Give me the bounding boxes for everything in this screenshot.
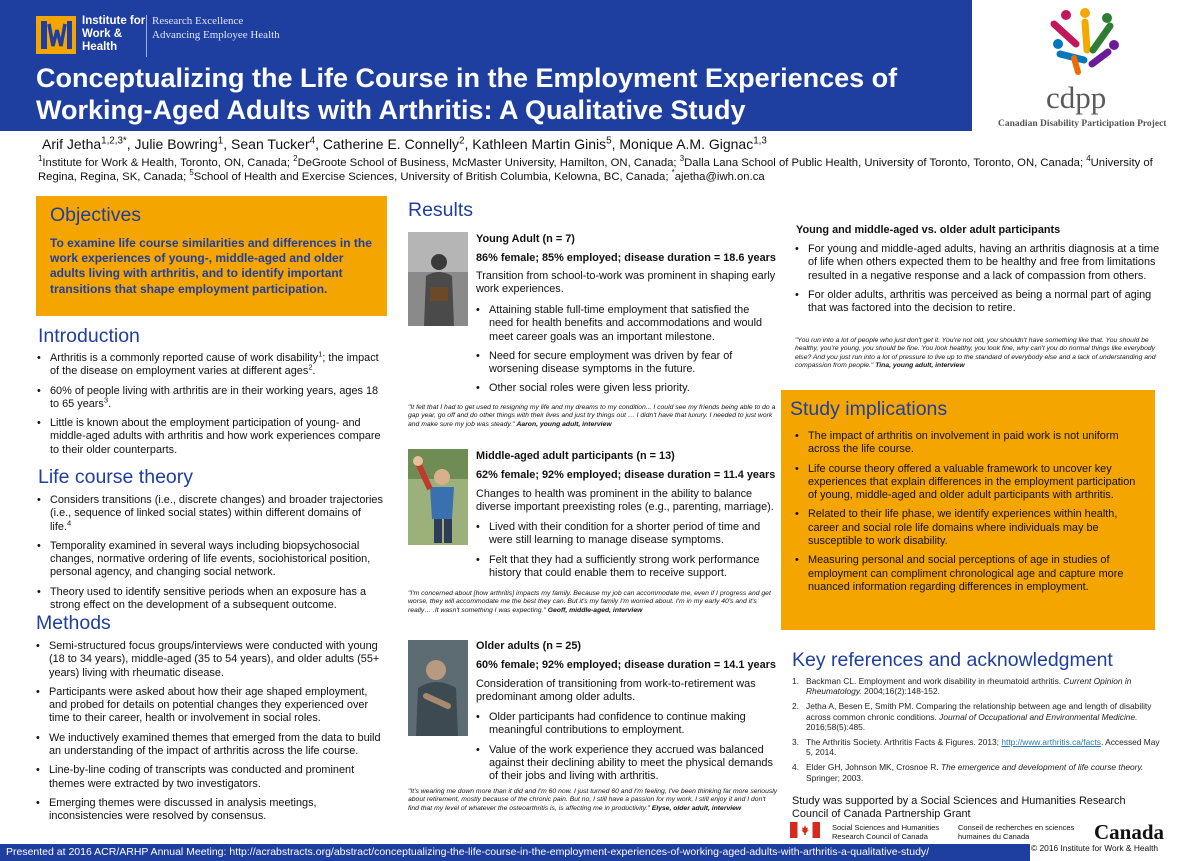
author: Arif Jetha (42, 136, 102, 152)
list-item: • 60% of people living with arthritis are in their working years, ages 18 to 65 years$^3$. (37, 385, 385, 412)
affiliations (38, 156, 1168, 184)
young-adult-list (476, 304, 776, 402)
comparison-list (795, 243, 1165, 321)
logo-divider (146, 15, 147, 57)
list-item: • Line-by-line coding of transcripts was conducted and prominent themes were extracted by two investigators. (36, 764, 386, 791)
methods-title: Methods (36, 612, 111, 634)
reference-item: 4. Elder GH, Johnson MK, Crosnoe R. The emergence and development of life course theory. Springer; 2003. (792, 762, 1144, 783)
author-affiliation-marker: 5 (606, 135, 612, 147)
footer-text: Presented at 2016 ACR/ARHP Annual Meeting: http://acrabstracts.org/abstract/conceptualizing-the-life-course-in-the-employment-experiences-of-working-aged-adults-with-arthritis-a-qualitative-study/ (6, 846, 930, 858)
objectives-text: To examine life course similarities and differences in the work experiences of young-, middle-aged and older adults living with arthritis, and to identify important transitions that shape employment participation. (50, 236, 372, 296)
canada-wordmark: Canada (1094, 820, 1165, 844)
affiliation-marker: 3 (679, 154, 685, 164)
author: Catherine E. Connelly (322, 136, 460, 152)
list-item: • Value of the work experience they accrued was balanced against their declining ability to meet the physical demands of their jobs and living with arthritis. (476, 744, 776, 784)
young-adult-description: Transition from school-to-work was prominent in shaping early work experiences. (476, 270, 776, 296)
funder-name-en: Social Sciences and Humanities Research Council of Canada (832, 823, 940, 841)
author: Monique A.M. Gignac (619, 136, 754, 152)
poster-title: Conceptualizing the Life Course in the Employment Experiences of Working-Aged Adults with Arthritis: A Qualitative Study (36, 63, 898, 125)
list-item: • Arthritis is a commonly reported cause of work disability$^1$; the impact of the disease on employment varies at different ages$^2$. (37, 352, 385, 379)
org-name: Institute for Work & Health (82, 15, 146, 53)
list-item: • For young and middle-aged adults, having an arthritis diagnosis at a time of life when others expected them to be healthy and free from limitations resulted in a negative response and a lack of compassion from others. (795, 243, 1165, 283)
comparison-quote: "You run into a lot of people who just don't get it. You're not old, you shouldn't have something like that. You should be healthy, you're young, you should be fine. You look healthy, you look fine, why can't you do normal things like everybody else? And you just run into a lot of pressure to live up to the standard of everybody else and a lack of understanding and compassion from people." Tina, young adult, interview (795, 337, 1156, 370)
affiliation-marker: 2 (293, 154, 298, 164)
author: Kathleen Martin Ginis (472, 136, 607, 152)
older-adult-list (476, 711, 776, 789)
list-item: • Considers transitions (i.e., discrete changes) and broader trajectories (i.e., sequence of linked social states) within different domains of life.$^4$ (37, 494, 385, 534)
org-tagline: Research Excellence Advancing Employee Health (152, 15, 280, 41)
young-adult-stats: 86% female; 85% employed; disease duration = 18.6 years (476, 252, 776, 264)
author-affiliation-marker: 2 (459, 135, 465, 147)
reference-item: 2. Jetha A, Besen E, Smith PM. Comparing the relationship between age and length of disability across common chronic conditions. Journal of Occupational and Environmental Medicine. 2016;58(5):485. (792, 701, 1152, 732)
list-item: • Theory used to identify sensitive periods when an exposure has a strong effect on the development of a subsequent outcome. (37, 586, 385, 613)
author-affiliation-marker: 1,3 (753, 135, 767, 147)
reference-item: 3. The Arthritis Society. Arthritis Facts & Figures. 2013; http://www.arthritis.ca/facts. Accessed May 5, 2014. (792, 737, 1160, 758)
comparison-heading: Young and middle-aged vs. older adult participants (796, 224, 1061, 236)
list-item: • Participants were asked about how their age shaped employment, and probed for details on potential changes they experienced over time to their career, health or involvement in social roles. (36, 686, 386, 726)
life-course-title: Life course theory (38, 466, 194, 488)
list-item: • Felt that they had a sufficiently strong work performance history that could enable them to receive support. (476, 554, 776, 581)
older-adult-description: Consideration of transitioning from work-to-retirement was predominant among older adults. (476, 678, 756, 704)
cdpp-name: Canadian Disability Participation Project (998, 119, 1167, 129)
older-adult-stats: 60% female; 92% employed; disease duration = 14.1 years (476, 659, 776, 671)
affiliation: ajetha@iwh.on.ca (674, 171, 765, 183)
older-adult-quote: "It's wearing me down more than it did and I'm 60 now. I just turned 60 and I'm feeling, I've been thinking far more seriously about retirement, mostly because of the chronic pain. But no, I still have a passion for my work, I still enjoy it and I don't find that my level of whatever the osteoarthritis is, is affecting me in productivity." Elyse, older adult, interview (408, 788, 778, 812)
life-course-list (37, 494, 385, 618)
older-adult-heading: Older adults (n = 25) (476, 640, 581, 652)
list-item: • Semi-structured focus groups/interviews were conducted with young (18 to 34 years), middle-aged (35 to 54 years), and older adults (55+ years) living with rheumatic disease. (36, 640, 386, 680)
reference-link[interactable]: http://www.arthritis.ca/facts (1001, 737, 1101, 748)
list-item: • Attaining stable full-time employment that satisfied the need for health benefits and accommodations and would meet career goals was an important milestone. (476, 304, 776, 344)
list-item: • Emerging themes were discussed in analysis meetings, inconsistencies were resolved by consensus. (36, 797, 386, 824)
canada-flag-icon (790, 822, 820, 838)
methods-list (36, 640, 386, 830)
affiliation-marker: 1 (38, 154, 43, 164)
list-item: • Life course theory offered a valuable framework to uncover key experiences that explain differences in the employment participation of young, middle-aged and older adult participants with arthritis. (795, 463, 1147, 503)
list-item: • Related to their life phase, we identify experiences within health, career and social role life domains where individuals may be susceptible to work disability. (795, 508, 1147, 548)
middle-aged-heading: Middle-aged adult participants (n = 13) (476, 450, 675, 462)
affiliation: DeGroote School of Business, McMaster University, Hamilton, ON, Canada; (297, 157, 680, 169)
middle-aged-stats: 62% female; 92% employed; disease duration = 11.4 years (476, 469, 776, 481)
affiliation: Dalla Lana School of Public Health, University of Toronto, Toronto, ON, Canada; (684, 157, 1087, 169)
affiliation: Institute for Work & Health, Toronto, ON, Canada; (42, 157, 294, 169)
cdpp-wordmark: cdpp (1046, 80, 1107, 115)
author-affiliation-marker: 1 (217, 135, 224, 147)
list-item: • We inductively examined themes that emerged from the data to build an understanding of the impact of arthritis across the life course. (36, 732, 386, 759)
introduction-title: Introduction (38, 325, 140, 347)
affiliation-marker: * (671, 168, 675, 178)
list-item: • For older adults, arthritis was perceived as being a normal part of aging that was factored into the decision to retire. (795, 289, 1165, 316)
list-item: • The impact of arthritis on involvement in paid work is not uniform across the life course. (795, 430, 1147, 457)
author: Sean Tucker (231, 136, 310, 152)
young-adult-quote: "It felt that I had to get used to resigning my life and my dreams to my condition... I could see my friends being able to do a gap year, go off and do other things with their lives and just try things out … I didn't have that luxury. I needed to just work and make sure my job was steady." Aaron, young adult, interview (408, 404, 776, 428)
affiliation: School of Health and Exercise Sciences, University of British Columbia, Kelowna, BC, Canada; (193, 171, 672, 183)
older-adult-photo (408, 640, 468, 736)
affiliation: University of Regina, Regina, SK, Canada; (38, 157, 1153, 183)
implications-list (795, 430, 1147, 600)
young-adult-heading: Young Adult (n = 7) (476, 233, 575, 245)
affiliation-marker: 4 (1086, 154, 1091, 164)
introduction-list (37, 349, 385, 463)
iwh-logo-icon (36, 16, 76, 54)
middle-aged-photo (408, 449, 468, 545)
references-title: Key references and acknowledgment (792, 649, 1113, 671)
list-item: • Little is known about the employment participation of young- and middle-aged adults with arthritis and how work experiences compare to their older counterparts. (37, 417, 385, 457)
list-item: • Older participants had confidence to continue making meaningful contributions to employment. (476, 711, 776, 738)
funder-name-fr: Conseil de recherches en sciences humaines du Canada (958, 823, 1075, 841)
middle-aged-quote: "I'm concerned about [how arthritis] impacts my family. Because my job can accommodate me, even if I progress and get worse, they will accommodate me the best they can. But it's my family I'm worried about. I'm in my early 40's and it's really… .It wasn't something I was expecting." Geoff, middle-aged, interview (408, 590, 771, 614)
list-item: • Measuring personal and social perceptions of age in studies of employment can compliment chronological age and capture more nuanced information regarding differences in employment. (795, 554, 1147, 594)
author-list: Arif Jetha$^{1,2,3*}$, Julie Bowring$^1$, Sean Tucker$^4$, Catherine E. Connelly$^2$, Kathleen Martin Ginis$^5$, Monique A.M. Gignac$^{1,3}$ (42, 135, 767, 152)
middle-aged-description: Changes to health was prominent in the ability to balance diverse important preexisting roles (e.g., parenting, marriage). (476, 488, 774, 514)
support-statement: Study was supported by a Social Sciences and Humanities Research Council of Canada Partnership Grant (792, 795, 1126, 821)
references-list (792, 676, 1162, 788)
copyright: © 2016 Institute for Work & Health (1031, 843, 1159, 853)
objectives-title: Objectives (50, 204, 142, 226)
list-item: • Temporality examined in several ways including biopsychosocial changes, normative ordering of life events, sociohistorical position, personal agency, and changing social network. (37, 540, 385, 580)
implications-title: Study implications (790, 398, 948, 420)
list-item: • Need for secure employment was driven by fear of worsening disease symptoms in the future. (476, 350, 776, 377)
author-affiliation-marker: 4 (309, 135, 316, 147)
author-affiliation-marker: 1,2,3* (101, 135, 127, 147)
affiliation-marker: 5 (189, 168, 194, 178)
results-title: Results (408, 199, 474, 221)
young-adult-photo (408, 232, 468, 326)
list-item: • Other social roles were given less priority. (476, 382, 776, 395)
reference-item: 1. Backman CL. Employment and work disability in rheumatoid arthritis. Current Opinion in Rheumatology. 2004;16(2):148-152. (792, 676, 1132, 697)
middle-aged-list (476, 521, 776, 586)
author: Julie Bowring (134, 136, 218, 152)
list-item: • Lived with their condition for a shorter period of time and were still learning to manage disease symptoms. (476, 521, 776, 548)
